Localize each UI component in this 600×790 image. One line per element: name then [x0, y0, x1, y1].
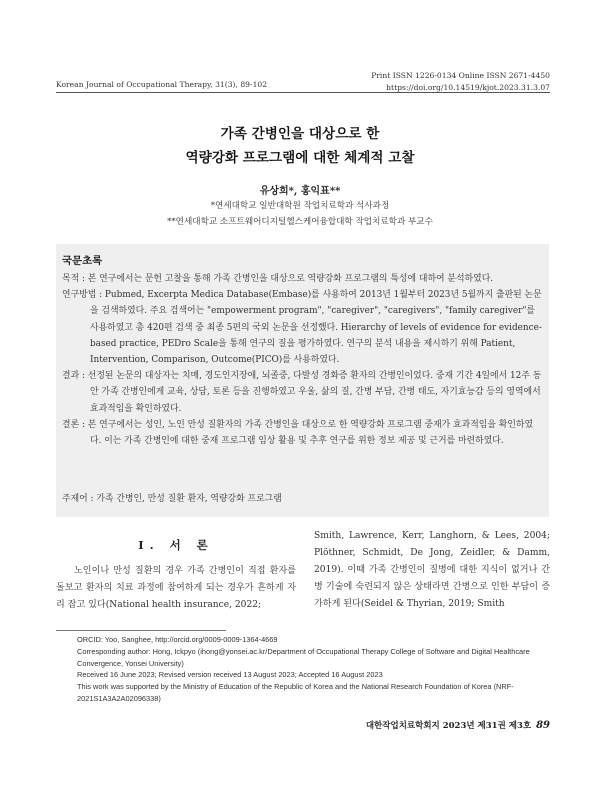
journal-footer: [366, 719, 550, 731]
title-line-2: 역량강화 프로그램에 대한 체계적 고찰: [185, 150, 415, 166]
footnotes: [77, 634, 557, 705]
paper-title: [0, 122, 600, 170]
journal-footer-name: 대한작업치료학회지 2023년 제31권 제3호: [365, 721, 532, 731]
page-number: 89: [536, 720, 550, 731]
affiliations: [0, 198, 600, 230]
issn-line: Print ISSN 1226-0134 Online ISSN 2671-4450: [371, 71, 550, 80]
body-text-right-column: Smith, Lawrence, Kerr, Langhorn, & Lees, 2004; Plöthner, Schmidt, De Jong, Zeidler, & Damm, 2019). 이때 가족 간병인이 질병에 대한 지식이 없거나 간병 기술에 숙련되지 않은 상태라면 간병으로 인한 부담이 증가하게 된다(Seidel & Thyrian, 2019; Smith: [314, 531, 550, 609]
header-rule: [56, 92, 550, 93]
footnote-rule: [56, 630, 226, 631]
issn-doi-block: [371, 70, 550, 94]
abstract-methods: 연구방법 : Pubmed, Excerpta Medica Database(Embase)를 사용하여 2013년 1월부터 2023년 5월까지 출판된 논문을 검색하였다. 주요 검색어는 "empowerment program", "caregiver", "caregivers", "family caregiver"를 사용하였고 총 420편 검색 중 최종 5편의 국외 논문을 선정했다. Hierarchy of levels of evidence for evidence-based practice, PEDro Scale을 통해 연구의 질을 평가하였다. 연구의 분석 내용을 제시하기 위해 Patient, Intervention, Comparison, Outcome(PICO)를 사용하였다.: [62, 290, 542, 366]
footnote-corresponding: Corresponding author: Hong, Ickpyo (ihong@yonsei.ac.kr/Department of Occupational Therapy College of Software and Digital Healthcare Convergence, Yonsei University): [77, 646, 530, 668]
journal-citation: Korean Journal of Occupational Therapy, 31(3), 89-102: [56, 80, 268, 89]
author-list: 유상희*, 홍익표**: [259, 186, 341, 197]
footnote-orcid: ORCID: Yoo, Sanghee, http://orcid.org/0009-0009-1364-4669: [77, 635, 278, 644]
abstract-body: [62, 271, 544, 449]
section-heading-introduction: I. 서 론: [138, 538, 214, 552]
affiliation-1: *연세대학교 일반대학원 작업치료학과 석사과정: [210, 201, 390, 211]
abstract-results: 결과 : 선정된 논문의 대상자는 치매, 경도인지장애, 뇌졸중, 다발성 경화증 환자의 간병인이었다. 중재 기간 4일에서 12주 동안 가족 간병인에게 교육, 상담, 토론 등을 진행하였고 우울, 삶의 질, 간병 부담, 간병 태도, 자기효능감 등의 영역에서 효과적임을 확인하였다.: [62, 371, 542, 414]
abstract-purpose: 목적 : 본 연구에서는 문헌 고찰을 통해 가족 간병인을 대상으로 역량강화 프로그램의 특성에 대하여 분석하였다.: [62, 274, 494, 284]
keywords: 주제어 : 가족 간병인, 만성 질환 환자, 역량강화 프로그램: [62, 494, 282, 504]
body-text-left-column: 노인이나 만성 질환의 경우 가족 간병인이 직접 환자를 돌보고 환자의 치료 과정에 참여하게 되는 경우가 흔하게 자리 잡고 있다(National health insurance, 2022;: [56, 566, 296, 610]
title-line-1: 가족 간병인을 대상으로 한: [220, 126, 380, 142]
footnote-received: Received 16 June 2023; Revised version received 13 August 2023; Accepted 16 August 2023: [77, 670, 383, 680]
abstract-conclusion: 결론 : 본 연구에서는 성인, 노인 만성 질환자의 가족 간병인을 대상으로 한 역량강화 프로그램 중재가 효과적임을 확인하였다. 이는 가족 간병인에 대한 중재 프로그램 임상 활용 및 추후 연구를 위한 정보 제공 및 근거를 마련하였다.: [62, 419, 534, 447]
affiliation-2: **연세대학교 소프트웨어디지털헬스케어융합대학 작업치료학과 부교수: [167, 217, 433, 227]
footnote-funding: This work was supported by the Ministry of Education of the Republic of Korea and the National Research Foundation of Korea (NRF-2021S1A3A2A02096338): [77, 682, 514, 703]
doi-link[interactable]: https://doi.org/10.14519/kjot.2023.31.3.07: [386, 83, 550, 92]
abstract-heading: 국문초록: [62, 255, 103, 267]
